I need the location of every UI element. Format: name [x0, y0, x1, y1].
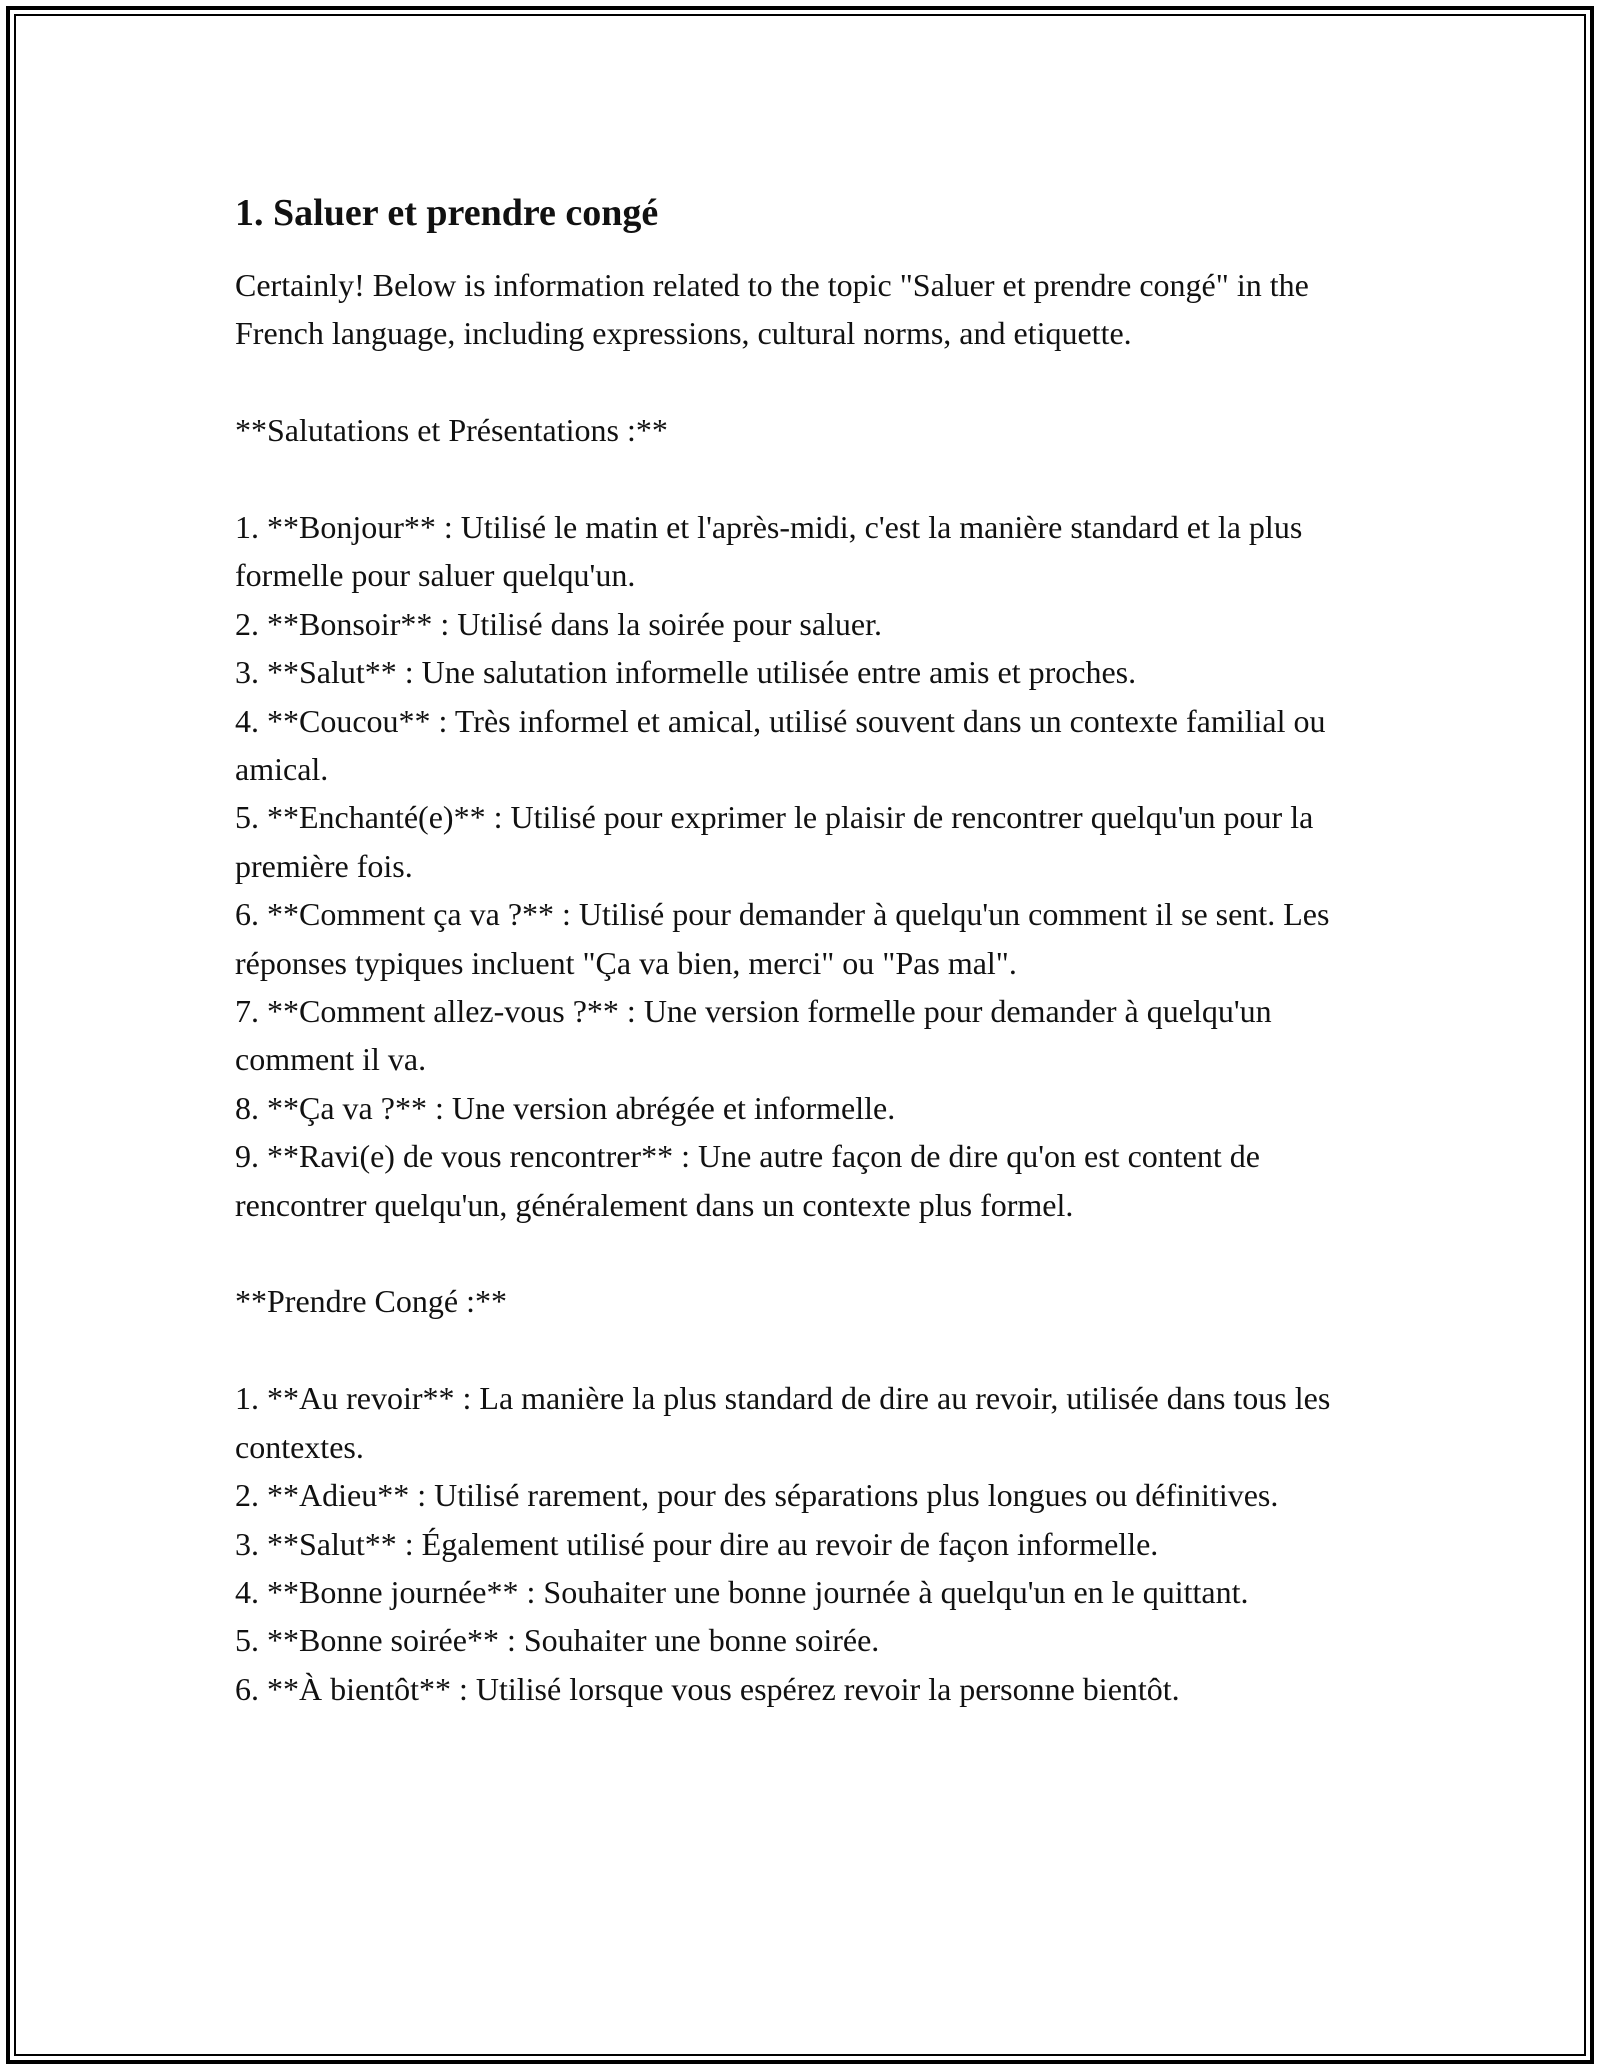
list-item: 5. **Enchanté(e)** : Utilisé pour exprimer le plaisir de rencontrer quelqu'un pour la première fois. [235, 799, 1314, 884]
list-item: 3. **Salut** : Également utilisé pour dire au revoir de façon informelle. [235, 1525, 1159, 1562]
list-item: 4. **Bonne journée** : Souhaiter une bonne journée à quelqu'un en le quittant. [235, 1573, 1249, 1610]
list-item: 3. **Salut** : Une salutation informelle utilisée entre amis et proches. [235, 654, 1137, 691]
section-heading-prendre-conge: **Prendre Congé :** [235, 1283, 507, 1320]
prendre-conge-list [235, 1374, 1375, 1713]
list-item: 6. **Comment ça va ?** : Utilisé pour demander à quelqu'un comment il se sent. Les réponses typiques incluent "Ça va bien, merci" ou "Pas mal". [235, 896, 1330, 981]
list-item: 9. **Ravi(e) de vous rencontrer** : Une autre façon de dire qu'on est content de rencontrer quelqu'un, généralement dans un contexte plus formel. [235, 1138, 1260, 1223]
list-item: 5. **Bonne soirée** : Souhaiter une bonne soirée. [235, 1622, 880, 1659]
document-body [235, 185, 1375, 1713]
list-item: 1. **Au revoir** : La manière la plus standard de dire au revoir, utilisée dans tous les contextes. [235, 1380, 1331, 1465]
list-item: 2. **Bonsoir** : Utilisé dans la soirée pour saluer. [235, 605, 883, 642]
section-heading-salutations: **Salutations et Présentations :** [235, 412, 668, 449]
list-item: 1. **Bonjour** : Utilisé le matin et l'après-midi, c'est la manière standard et la plus formelle pour saluer quelqu'un. [235, 509, 1303, 594]
intro-paragraph: Certainly! Below is information related to the topic "Saluer et prendre congé" in the French language, including expressions, cultural norms, and etiquette. [235, 267, 1309, 352]
list-item: 7. **Comment allez-vous ?** : Une version formelle pour demander à quelqu'un comment il va. [235, 993, 1272, 1078]
salutations-list [235, 503, 1375, 1229]
list-item: 2. **Adieu** : Utilisé rarement, pour des séparations plus longues ou définitives. [235, 1477, 1279, 1514]
list-item: 6. **À bientôt** : Utilisé lorsque vous espérez revoir la personne bientôt. [235, 1670, 1180, 1707]
list-item: 4. **Coucou** : Très informel et amical, utilisé souvent dans un contexte familial ou amical. [235, 702, 1326, 788]
list-item: 8. **Ça va ?** : Une version abrégée et informelle. [235, 1089, 896, 1126]
document-title: 1. Saluer et prendre congé [235, 192, 659, 234]
